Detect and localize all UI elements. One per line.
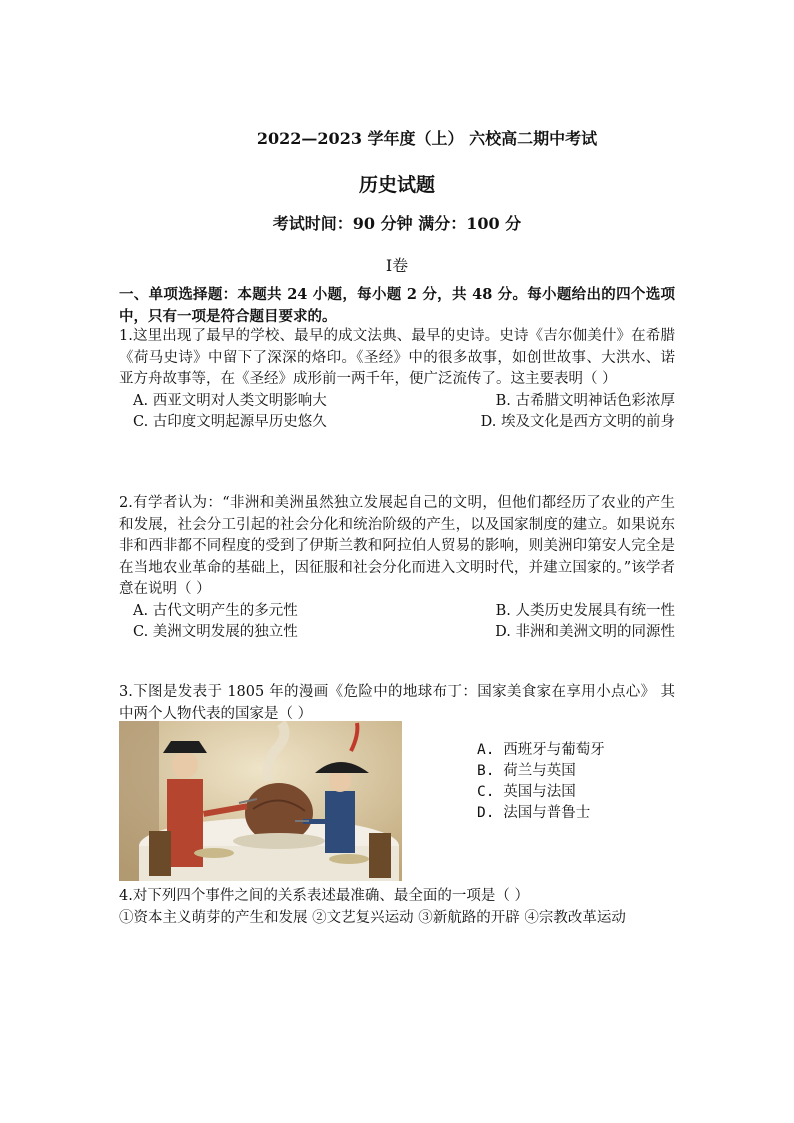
question-stem: 4.对下列四个事件之间的关系表述最准确、最全面的一项是（ ）: [119, 888, 529, 904]
option-a[interactable]: A. 西班牙与葡萄牙: [477, 742, 605, 758]
option-a[interactable]: A. 古代文明产生的多元性: [133, 602, 298, 619]
section-instructions: [119, 284, 675, 327]
cartoon-image: [119, 721, 402, 881]
option-b[interactable]: B. 人类历史发展具有统一性: [495, 602, 675, 619]
question-3: [119, 682, 675, 725]
option-d[interactable]: D. 埃及文化是西方文明的前身: [480, 414, 675, 430]
option-c[interactable]: C. 古印度文明起源早历史悠久: [133, 414, 327, 430]
option-c[interactable]: C. 英国与法国: [477, 784, 576, 800]
option-c[interactable]: C. 美洲文明发展的独立性: [133, 624, 298, 640]
question-4: [119, 886, 675, 929]
option-d[interactable]: D. 非洲和美洲文明的同源性: [495, 624, 675, 640]
question-stem: 3.下图是发表于 1805 年的漫画《危险中的地球布丁：国家美食家在享用小点心》 其中两个人物代表的国家是（ ）: [119, 684, 675, 722]
question-stem: 1.这里出现了最早的学校、最早的成文法典、最早的史诗。史诗《吉尔伽美什》在希腊《荷马史诗》中留下了深深的烙印。《圣经》中的很多故事，如创世故事、大洪水、诺亚方舟故事等，在《圣经》成形前一两千年，便广泛流传了。这主要表明（ ）: [119, 328, 675, 387]
question-2: [119, 493, 675, 644]
option-b[interactable]: B. 荷兰与英国: [477, 763, 576, 779]
plum-pudding-cartoon-illustration: [119, 721, 402, 881]
question-stem: 2.有学者认为：“非洲和美洲虽然独立发展起自己的文明，但他们都经历了农业的产生和发展，社会分工引起的社会分化和统治阶级的产生，以及国家制度的建立。如果说东非和西非都不同程度的受到了伊斯兰教和阿拉伯人贸易的影响，则美洲印第安人完全是在当地农业革命的基础上，因征服和社会分化而进入文明时代，并建立国家的。”该学者意在说明（ ）: [119, 495, 675, 597]
options-row: [119, 622, 675, 644]
question-3-options: [477, 740, 605, 824]
subject-title: 历史试题: [358, 174, 435, 196]
options-row: [119, 412, 675, 434]
exam-title: 2022—2023 学年度（上） 六校高二期中考试: [256, 129, 598, 148]
part-label: I卷: [385, 256, 409, 275]
option-d[interactable]: D. 法国与普鲁士: [477, 805, 591, 821]
event-list: ①资本主义萌芽的产生和发展 ②文艺复兴运动 ③新航路的开辟 ④宗教改革运动: [119, 909, 626, 926]
exam-info: 考试时间：90 分钟 满分：100 分: [272, 214, 522, 233]
options-row: [119, 601, 675, 623]
options-row: [119, 391, 675, 413]
section-title: 一、单项选择题：本题共 24 小题，每小题 2 分，共 48 分。每小题给出的四个选项中，只有一项是符合题目要求的。: [119, 286, 675, 325]
option-b[interactable]: B. 古希腊文明神话色彩浓厚: [495, 392, 675, 409]
option-a[interactable]: A. 西亚文明对人类文明影响大: [133, 392, 327, 409]
question-1: [119, 326, 675, 434]
